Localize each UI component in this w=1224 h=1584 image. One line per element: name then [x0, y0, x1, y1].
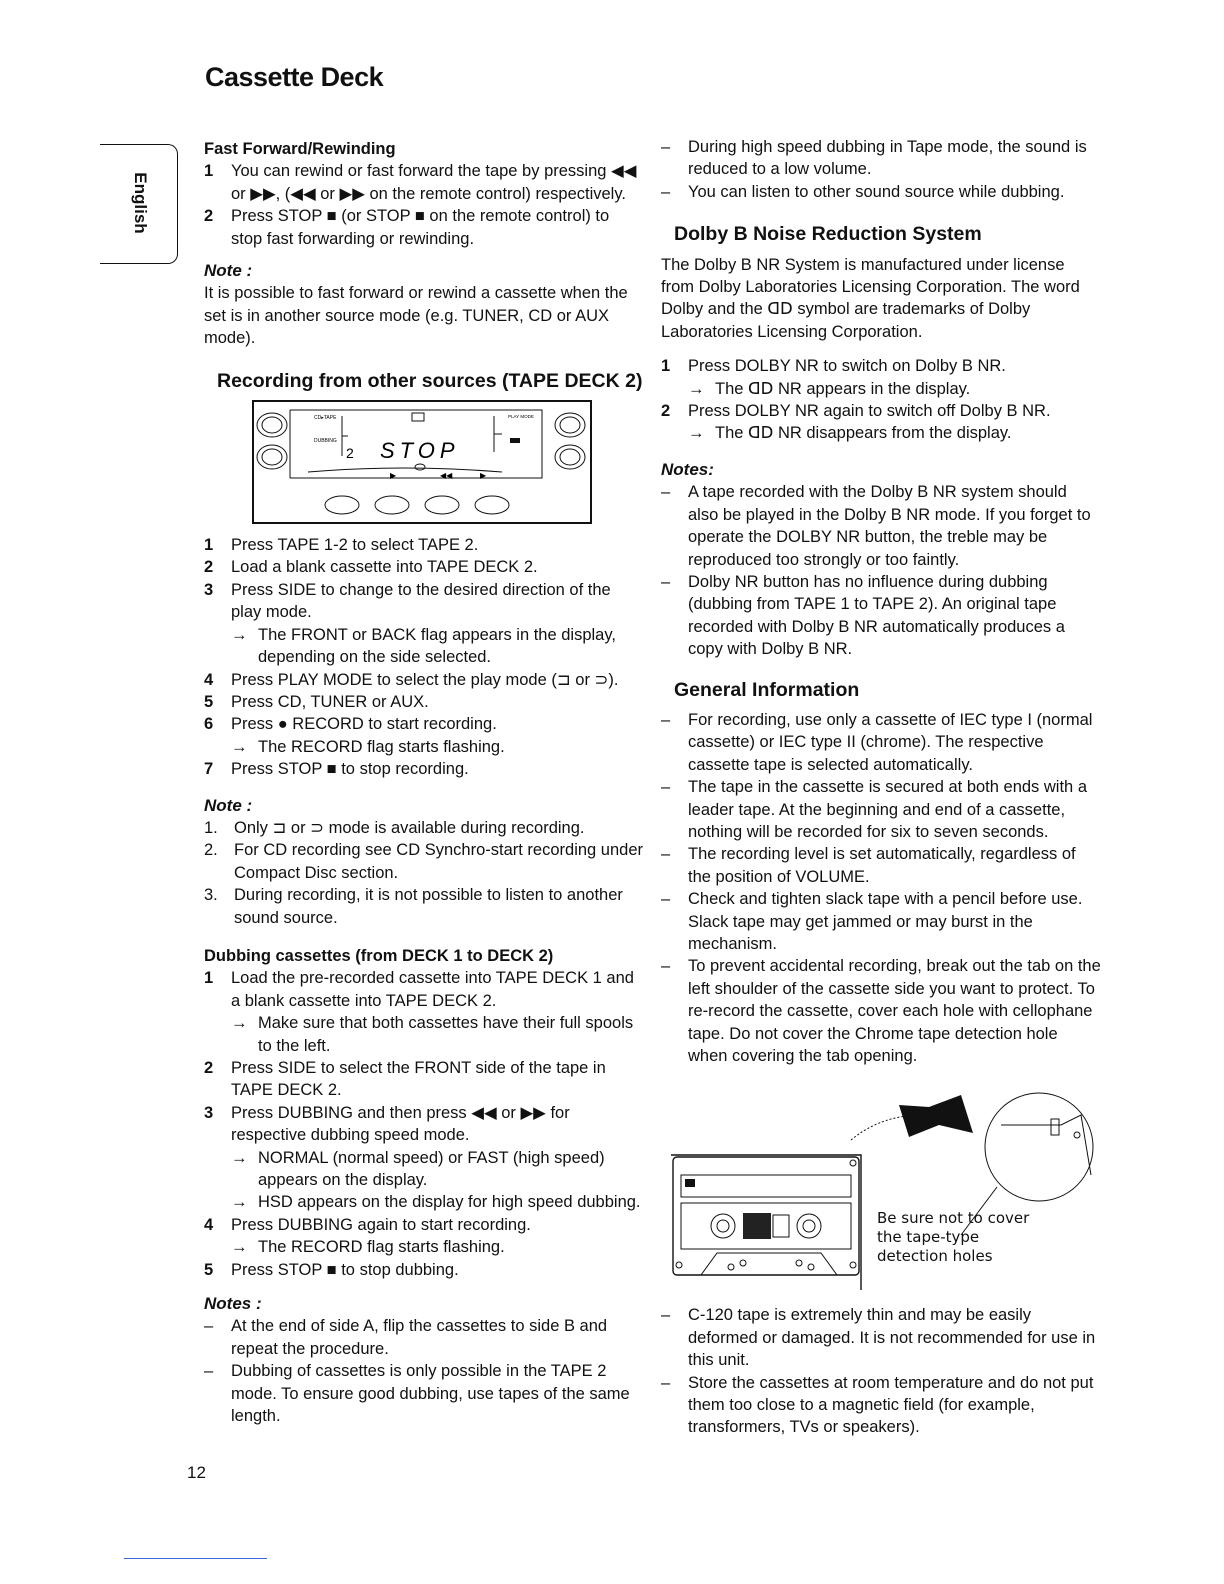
- list-item: [204, 736, 644, 758]
- arrow-icon: →: [688, 379, 705, 398]
- display-deck-number: 2: [346, 445, 354, 462]
- dash-bullet: –: [661, 845, 671, 864]
- list-item: [661, 843, 1101, 888]
- list-item: [661, 136, 1101, 181]
- dash-bullet: –: [661, 957, 671, 976]
- list-text: The recording level is set automatically, regardless of the position of VOLUME.: [688, 845, 1076, 886]
- list-item: [204, 624, 644, 669]
- dash-bullet: –: [661, 572, 671, 591]
- list-item: [661, 1372, 1101, 1439]
- right-knob-icon: [555, 413, 585, 469]
- step-number: 1: [204, 969, 214, 988]
- list-item: [204, 579, 644, 624]
- step-text: Press DUBBING and then press ◀◀ or ▶▶ for respective dubbing speed mode.: [231, 1103, 570, 1145]
- step-text: The RECORD flag starts flashing.: [258, 737, 505, 756]
- left-knob-icon: [257, 413, 287, 469]
- step-text: HSD appears on the display for high speed dubbing.: [258, 1193, 641, 1212]
- rec-note-label: Note :: [204, 795, 253, 815]
- list-item: [204, 1102, 644, 1147]
- dub-notes-label: Notes :: [204, 1294, 262, 1314]
- step-text: The RECORD flag starts flashing.: [258, 1238, 505, 1257]
- arrow-icon: →: [688, 424, 705, 443]
- step-number: 2: [661, 402, 671, 421]
- list-item: [204, 884, 644, 929]
- ff-note-label: Note :: [204, 261, 253, 281]
- list-text: Check and tighten slack tape with a pencil before use. Slack tape may get jammed or may burst in the mechanism.: [688, 890, 1083, 953]
- list-item: [204, 691, 644, 713]
- step-text: Press DOLBY NR again to switch off Dolby B NR.: [688, 402, 1051, 421]
- list-item: [661, 571, 1101, 661]
- list-item: [204, 1057, 644, 1102]
- step-text: Load a blank cassette into TAPE DECK 2.: [231, 558, 538, 577]
- list-item: [661, 400, 1101, 422]
- display-play-mode-label: PLAY MODE: [508, 414, 534, 420]
- step-text: Press DUBBING again to start recording.: [231, 1215, 531, 1234]
- step-text: The FRONT or BACK flag appears in the display, depending on the side selected.: [258, 625, 616, 667]
- display-mode-label: CD▸TAPE: [314, 415, 337, 422]
- note-text: During recording, it is not possible to listen to another sound source.: [234, 886, 623, 927]
- list-item: [204, 1012, 644, 1057]
- deck-display-illustration: [252, 400, 592, 524]
- recording-heading: Recording from other sources (TAPE DECK 2): [217, 369, 643, 392]
- step-text: The ᗡᗞ NR appears in the display.: [715, 379, 971, 398]
- dubbing-steps: [204, 967, 644, 1281]
- list-item: [204, 1147, 644, 1192]
- note-number: 2.: [204, 841, 218, 860]
- list-text: Store the cassettes at room temperature and do not put them too close to a magnetic field (for example, transformers, TVs or speakers).: [688, 1373, 1094, 1437]
- step-number: 2: [204, 558, 214, 577]
- step-number: 4: [204, 670, 214, 689]
- arrow-icon: →: [231, 625, 248, 644]
- page-title: Cassette Deck: [205, 62, 384, 92]
- step-number: 5: [204, 692, 214, 711]
- step-text: Press DOLBY NR to switch on Dolby B NR.: [688, 357, 1006, 376]
- list-text: The tape in the cassette is secured at both ends with a leader tape. At the beginning and end of a cassette, nothing will be recorded for six to seven seconds.: [688, 778, 1087, 841]
- list-item: 2 Press STOP ■ (or STOP ■ on the remote control) to stop fast forwarding or rewinding.: [204, 205, 644, 250]
- dash-bullet: –: [661, 138, 671, 156]
- ff-heading: Fast Forward/Rewinding: [204, 140, 396, 158]
- list-item: [661, 355, 1101, 377]
- dash-bullet: –: [661, 1373, 671, 1392]
- list-text: Dolby NR button has no influence during dubbing (dubbing from TAPE 1 to TAPE 2). An original tape recorded with Dolby B NR automatically produces a copy with Dolby B NR.: [688, 572, 1065, 659]
- list-item: [661, 378, 1101, 400]
- step-text: Press PLAY MODE to select the play mode (⊐ or ⊃).: [231, 670, 619, 689]
- step-text: Press STOP ■ to stop dubbing.: [231, 1260, 459, 1279]
- note-number: 1.: [204, 818, 218, 837]
- list-item: [204, 556, 644, 578]
- note-number: 3.: [204, 886, 218, 905]
- arrow-icon: →: [231, 1014, 248, 1033]
- language-tab-label: English: [131, 172, 150, 234]
- list-item: [204, 534, 644, 556]
- list-item: [204, 967, 644, 1012]
- step-text: Load the pre-recorded cassette into TAPE DECK 1 and a blank cassette into TAPE DECK 2.: [231, 969, 634, 1010]
- general-heading: General Information: [674, 678, 860, 701]
- list-text: You can listen to other sound source while dubbing.: [688, 182, 1065, 201]
- list-text: During high speed dubbing in Tape mode, the sound is reduced to a low volume.: [688, 138, 1087, 179]
- list-item: [204, 1315, 644, 1360]
- dash-bullet: –: [661, 710, 671, 729]
- step-number: 3: [204, 580, 214, 599]
- list-item: [204, 1191, 644, 1213]
- dash-bullet: –: [661, 890, 671, 909]
- list-item: [204, 839, 644, 884]
- list-item: [661, 481, 1101, 571]
- list-text: C-120 tape is extremely thin and may be easily deformed or damaged. It is not recommended for use in this unit.: [688, 1306, 1096, 1370]
- step-text: Press SIDE to select the FRONT side of the tape in TAPE DECK 2.: [231, 1059, 606, 1100]
- list-item: [204, 1214, 644, 1236]
- dash-bullet: –: [204, 1362, 214, 1381]
- bottom-buttons-icon: [325, 496, 509, 514]
- dolby-notes-label: Notes:: [661, 459, 714, 479]
- list-item: [661, 422, 1101, 444]
- dubbing-heading: Dubbing cassettes (from DECK 1 to DECK 2): [204, 946, 554, 965]
- display-status-text: STOP: [380, 438, 460, 464]
- arrow-icon: →: [231, 1193, 248, 1212]
- list-item: [661, 1304, 1101, 1371]
- list-item: [204, 758, 644, 780]
- step-number: 5: [204, 1260, 214, 1279]
- list-item: [661, 709, 1101, 776]
- step-text: Make sure that both cassettes have their full spools to the left.: [258, 1014, 634, 1055]
- general-information-list: [661, 709, 1101, 1068]
- step-number: 4: [204, 1215, 214, 1234]
- ff-step-2: Press STOP ■ (or STOP ■ on the remote control) to stop fast forwarding or rewinding.: [231, 207, 610, 248]
- dubbing-notes: [204, 1315, 644, 1427]
- language-tab: [100, 144, 178, 264]
- note-text: Only ⊐ or ⊃ mode is available during recording.: [234, 818, 585, 837]
- step-text: NORMAL (normal speed) or FAST (high speed) appears on the display.: [258, 1148, 605, 1190]
- list-text: For recording, use only a cassette of IEC type I (normal cassette) or IEC type II (chrome). The respective cassette tape is selected automatically.: [688, 710, 1093, 774]
- list-item: [661, 776, 1101, 843]
- cassette-illustration: [661, 1085, 1101, 1290]
- dash-bullet: –: [661, 1306, 671, 1325]
- rewind-icon: ◀◀: [440, 471, 453, 481]
- step-number: 3: [204, 1103, 214, 1122]
- dash-bullet: –: [204, 1317, 214, 1336]
- recording-notes: [204, 817, 644, 929]
- dash-bullet: –: [661, 182, 671, 201]
- list-text: To prevent accidental recording, break out the tab on the left shoulder of the cassette side you want to protect. To re-record the cassette, cover each hole with cellophane tape. Do not cover the Chrome tape detection hole when covering the tab opening.: [688, 957, 1101, 1066]
- list-item: [204, 1236, 644, 1258]
- list-item: [204, 713, 644, 735]
- list-text: At the end of side A, flip the cassettes to side B and repeat the procedure.: [231, 1317, 608, 1358]
- page-number: 12: [187, 1463, 206, 1482]
- list-item: [661, 181, 1101, 203]
- bottom-divider: [124, 1558, 267, 1559]
- list-item: [661, 955, 1101, 1067]
- play-icon: ▶: [390, 471, 397, 481]
- note-text: For CD recording see CD Synchro-start recording under Compact Disc section.: [234, 841, 643, 882]
- forward-icon: ▶: [480, 471, 487, 481]
- step-text: Press ● RECORD to start recording.: [231, 715, 497, 734]
- list-item: [204, 1360, 644, 1427]
- dash-bullet: –: [661, 483, 671, 502]
- arrow-icon: →: [231, 1238, 248, 1257]
- dubbing-extra-notes: [661, 136, 1101, 203]
- dolby-notes: [661, 481, 1101, 660]
- list-item: [204, 1259, 644, 1281]
- dolby-intro: The Dolby B NR System is manufactured under license from Dolby Laboratories Licensing Corporation. The word Dolby and the ᗡᗞ symbol are trademarks of Dolby Laboratories Licensing Corporation.: [661, 255, 1080, 341]
- arrow-icon: →: [231, 737, 248, 756]
- step-text: Press TAPE 1-2 to select TAPE 2.: [231, 536, 479, 555]
- dolby-heading: Dolby B Noise Reduction System: [674, 223, 982, 246]
- display-dubbing-label: DUBBING: [314, 438, 337, 445]
- storage-notes: [661, 1304, 1101, 1438]
- list-item: 1 You can rewind or fast forward the tape by pressing ◀◀ or ▶▶, (◀◀ or ▶▶ on the remote control) respectively.: [204, 160, 644, 205]
- right-column: [661, 136, 1101, 1439]
- ff-note-text: It is possible to fast forward or rewind a cassette when the set is in another source mode (e.g. TUNER, CD or AUX mode).: [204, 284, 628, 348]
- step-text: Press STOP ■ to stop recording.: [231, 760, 469, 779]
- step-text: The ᗡᗞ NR disappears from the display.: [715, 424, 1012, 443]
- ff-step-1: You can rewind or fast forward the tape by pressing ◀◀ or ▶▶, (◀◀ or ▶▶ on the remote control) respectively.: [231, 162, 637, 203]
- step-number: 1: [204, 536, 214, 555]
- step-number: 1: [661, 357, 671, 376]
- list-item: [661, 888, 1101, 955]
- step-number: 6: [204, 715, 214, 734]
- left-column: [204, 138, 644, 1428]
- step-number: 2: [204, 1059, 214, 1077]
- step-number: 7: [204, 760, 214, 779]
- dolby-steps: [661, 355, 1101, 445]
- arrow-icon: →: [231, 1148, 248, 1167]
- list-text: A tape recorded with the Dolby B NR system should also be played in the Dolby B NR mode. If you forget to operate the DOLBY NR button, the treble may be reproduced too strongly or too faintly.: [688, 483, 1091, 569]
- dash-bullet: –: [661, 778, 671, 797]
- cassette-caption: Be sure not to cover the tape-type detection holes: [877, 1209, 1030, 1266]
- list-text: Dubbing of cassettes is only possible in the TAPE 2 mode. To ensure good dubbing, use tapes of the same length.: [231, 1362, 630, 1426]
- recording-steps: [204, 534, 644, 780]
- list-item: [204, 817, 644, 839]
- step-text: Press SIDE to change to the desired direction of the play mode.: [231, 580, 611, 622]
- list-item: [204, 669, 644, 691]
- step-text: Press CD, TUNER or AUX.: [231, 692, 429, 711]
